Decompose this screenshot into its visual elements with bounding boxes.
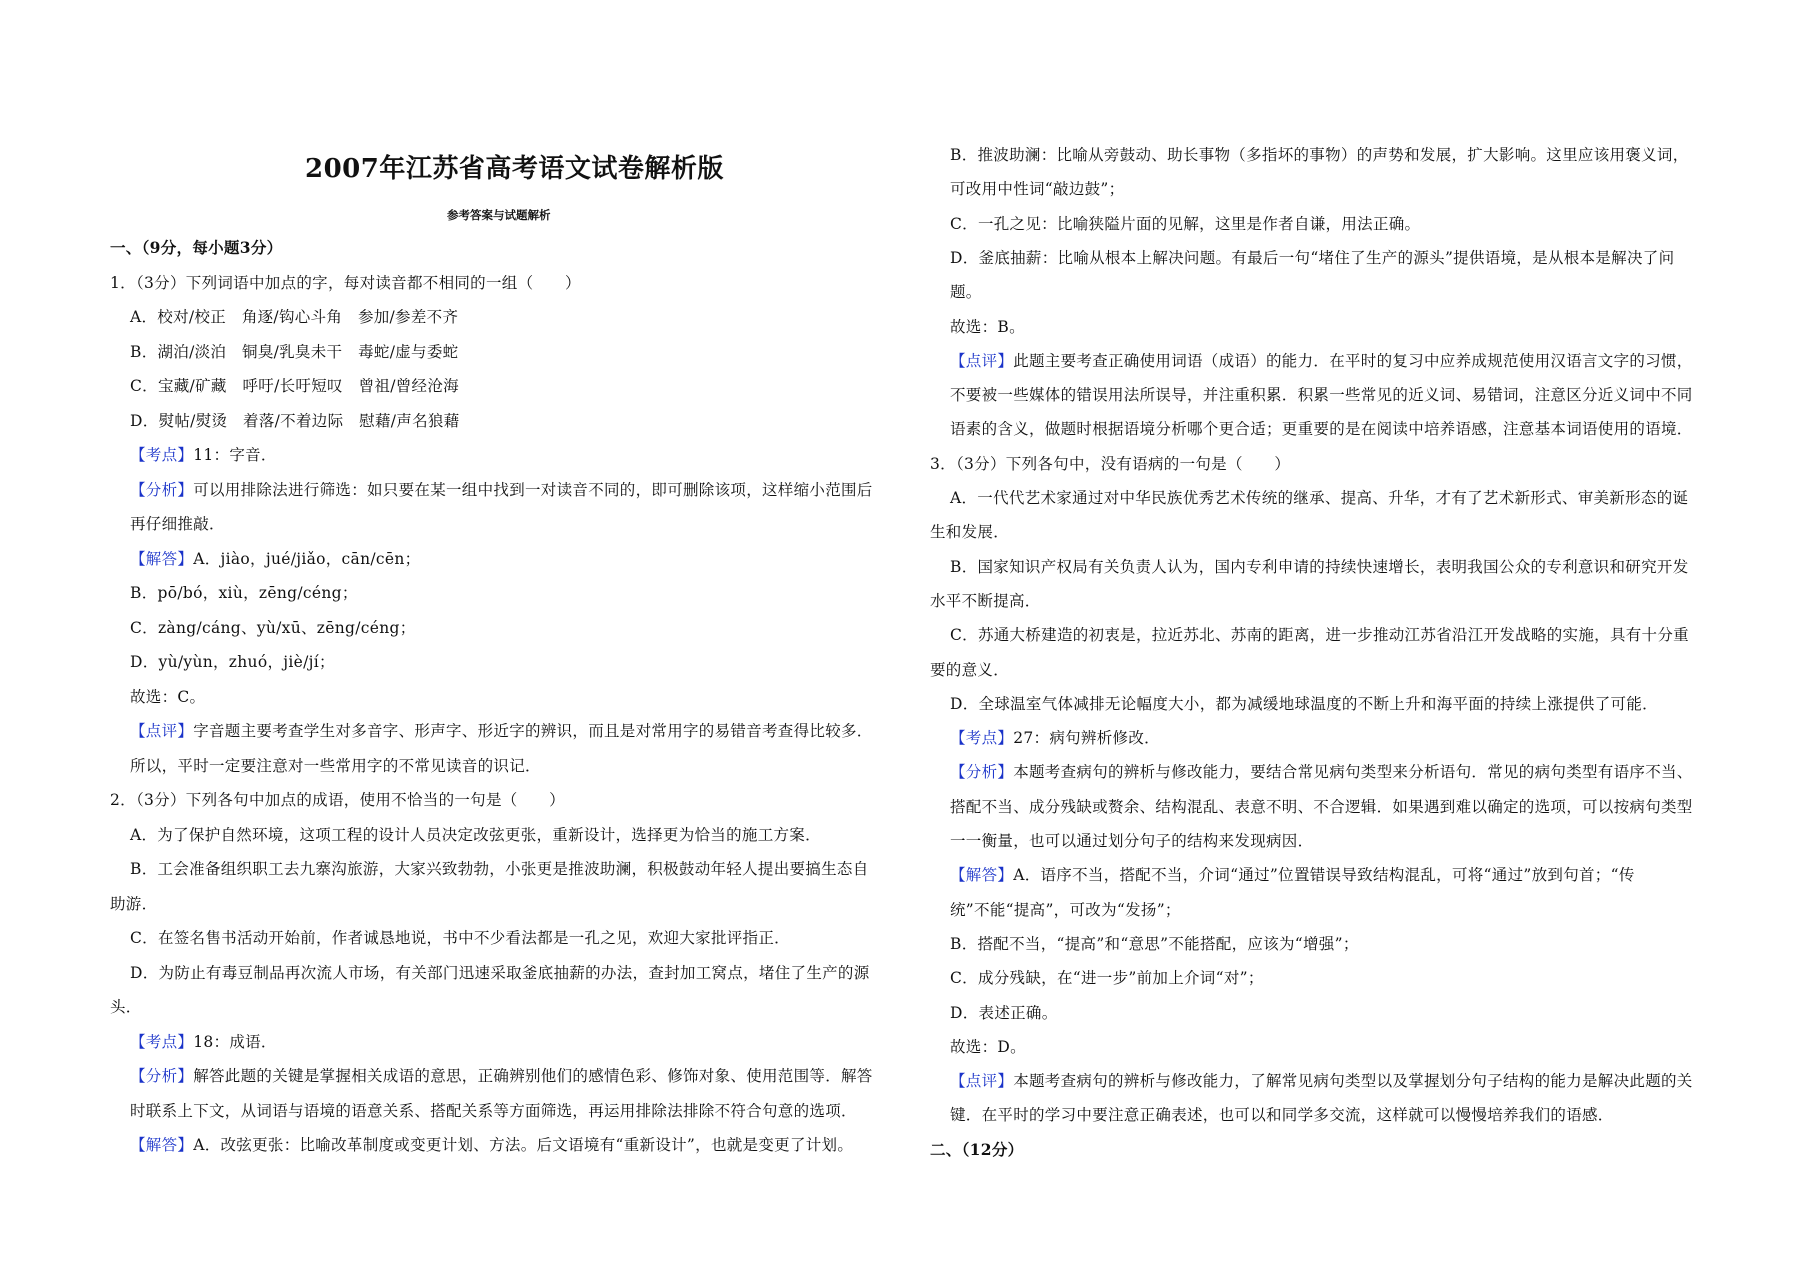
text-line: [130, 411, 460, 431]
line-text: D．全球温室气体减排无论幅度大小，都为减缓地球温度的不断上升和海平面的持续上涨提供了可能．: [950, 694, 1658, 713]
line-text: 时联系上下文，从词语与语境的语意关系、搭配关系等方面筛选，再运用排除法排除不符合句意的选项．: [130, 1101, 857, 1120]
text-line: [130, 859, 869, 879]
line-text: D．为防止有毒豆制品再次流人市场，有关部门迅速采取釜底抽薪的办法，查封加工窝点，堵住了生产的源: [130, 963, 870, 982]
annotation-tag: 【分析】: [130, 1067, 194, 1085]
line-text: 助游．: [110, 894, 158, 913]
line-text: C．一孔之见：比喻狭隘片面的见解，这里是作者自谦，用法正确。: [950, 214, 1421, 233]
line-text: 故选：D。: [950, 1037, 1026, 1056]
text-line: [950, 1003, 1058, 1023]
annotation-tag: 【考点】: [130, 446, 194, 464]
line-text: C．宝藏/矿藏 呼吁/长吁短叹 曾祖/曾经沧海: [130, 377, 459, 395]
line-text: 不要被一些媒体的错误用法所误导，并注重积累．积累一些常见的近义词、易错词，注意区分近义词中不同: [950, 386, 1693, 405]
line-text: 搭配不当、成分残缺或赘余、结构混乱、表意不明、不合逻辑．如果遇到难以确定的选项，可以按病句类型: [950, 797, 1693, 816]
text-line: [950, 317, 1025, 337]
text-line: [930, 522, 1009, 542]
text-line: [130, 307, 458, 327]
line-text: 一、（9分，每小题3分）: [110, 238, 283, 257]
line-text: 解答此题的关键是掌握相关成语的意思，正确辨别他们的感情色彩、修饰对象、使用范围等．解答: [193, 1067, 873, 1085]
line-text: A．为了保护自然环境，这项工程的设计人员决定改弦更张，重新设计，选择更为恰当的施工方案．: [130, 825, 821, 844]
line-text: 题。: [950, 283, 982, 302]
annotation-tag: 【考点】: [130, 1032, 194, 1051]
text-line: [950, 1071, 1693, 1091]
text-line: [130, 756, 541, 776]
line-text: 所以，平时一定要注意对一些常用字的不常见读音的识记．: [130, 756, 541, 775]
annotation-tag: 【点评】: [130, 722, 194, 740]
text-line: [950, 145, 1689, 165]
text-line: [130, 1101, 857, 1121]
text-line: [130, 480, 873, 500]
line-text: 二、（12分）: [930, 1139, 1024, 1159]
text-line: [950, 488, 1688, 508]
text-line: [950, 625, 1689, 645]
text-line: [950, 865, 1635, 885]
text-line: [950, 214, 1420, 234]
line-text: A．一代代艺术家通过对中华民族优秀艺术传统的继承、提高、升华，才有了艺术新形式、审美新形态的诞: [950, 489, 1689, 507]
line-text: A．语序不当，搭配不当，介词“通过”位置错误导致结构混乱，可将“通过”放到句首；“传: [1013, 866, 1635, 885]
text-line: [130, 549, 420, 569]
text-line: [950, 351, 1693, 371]
line-text: C．zàng/cáng、yù/xū、zēng/céng；: [130, 618, 416, 637]
document-title: 2007年江苏省高考语文试卷解析版: [305, 154, 724, 184]
line-text: 统”不能“提高”，可改为“发扬”；: [950, 900, 1181, 919]
line-text: 27：病句辨析修改．: [1013, 729, 1160, 748]
text-line: [950, 557, 1689, 577]
text-line: [130, 376, 459, 396]
line-text: D．表述正确。: [950, 1003, 1058, 1022]
line-text: 可改用中性词“敲边鼓”；: [950, 180, 1125, 199]
line-text: 此题主要考查正确使用词语（成语）的能力．在平时的复习中应养成规范使用汉语言文字的习惯，: [1013, 351, 1693, 370]
line-text: A．校对/校正 角逐/钩心斗角 参加/参差不齐: [130, 308, 459, 326]
line-text: B．工会准备组织职工去九寨沟旅游，大家兴致勃勃，小张更是推波助澜，积极鼓动年轻人提出要搞生态自: [130, 860, 869, 878]
line-text: B．pō/bó，xiù，zēng/céng；: [130, 584, 358, 602]
section-heading: [110, 238, 282, 258]
text-line: [130, 1032, 277, 1052]
annotation-tag: 【解答】: [130, 1136, 194, 1154]
document-subtitle: 参考答案与试题解析: [447, 208, 551, 222]
line-text: B．湖泊/淡泊 铜臭/乳臭未干 毒蛇/虚与委蛇: [130, 342, 459, 361]
section-heading: [930, 1140, 1023, 1160]
line-text: 故选：B。: [950, 317, 1025, 336]
text-line: [130, 721, 873, 741]
text-line: [950, 179, 1124, 199]
text-line: [130, 514, 225, 534]
line-text: 故选：C。: [130, 687, 206, 706]
line-text: D．釜底抽薪：比喻从根本上解决问题。有最后一句“堵住了生产的源头”提供语境，是从根本是解决了问: [950, 248, 1675, 267]
text-line: [130, 963, 870, 983]
annotation-tag: 【解答】: [130, 549, 194, 568]
line-text: D．yù/yùn，zhuó，jiè/jí；: [130, 653, 335, 671]
annotation-tag: 【解答】: [950, 866, 1014, 885]
annotation-tag: 【分析】: [950, 763, 1014, 782]
text-line: [950, 248, 1674, 268]
text-line: [130, 928, 790, 948]
line-text: 语素的含义，做题时根据语境分析哪个更合适；更重要的是在阅读中培养语感，注意基本词语使用的语境．: [950, 420, 1693, 439]
annotation-tag: 【点评】: [950, 351, 1014, 370]
line-text: 本题考查病句的辨析与修改能力，要结合常见病句类型来分析语句．常见的病句类型有语序不当、: [1013, 763, 1693, 782]
text-line: [930, 660, 1009, 680]
line-text: 可以用排除法进行筛选：如只要在某一组中找到一对读音不同的，即可删除该项，这样缩小范围后: [193, 480, 873, 499]
text-line: [950, 694, 1658, 714]
line-text: B．推波助澜：比喻从旁鼓动、助长事物（多指坏的事物）的声势和发展，扩大影响。这里应该用褒义词，: [950, 146, 1689, 164]
line-text: 键．在平时的学习中要注意正确表述，也可以和同学多交流，这样就可以慢慢培养我们的语感．: [950, 1106, 1614, 1125]
line-text: 再仔细推敲．: [130, 515, 225, 533]
text-line: [950, 831, 1313, 851]
text-line: [130, 687, 205, 707]
line-text: B．搭配不当，“提高”和“意思”不能搭配，应该为“增强”；: [950, 934, 1359, 953]
line-text: C．成分残缺，在“进一步”前加上介词“对”；: [950, 969, 1264, 988]
line-text: 生和发展．: [930, 523, 1010, 542]
text-line: [950, 282, 982, 302]
text-line: [950, 797, 1693, 817]
line-text: D．熨帖/熨烫 着落/不着边际 慰藉/声名狼藉: [130, 411, 460, 430]
annotation-tag: 【考点】: [950, 729, 1014, 748]
text-line: [930, 591, 1041, 611]
line-text: 1．（3分）下列词语中加点的字，每对读音都不相同的一组（ ）: [110, 273, 581, 292]
text-line: [930, 454, 1290, 474]
text-line: [130, 618, 416, 638]
line-text: C．苏通大桥建造的初衷是，拉近苏北、苏南的距离，进一步推动江苏省沿江开发战略的实施，具有十分重: [950, 626, 1689, 645]
text-line: [130, 652, 335, 672]
text-line: [130, 445, 277, 465]
text-line: [950, 419, 1693, 439]
line-text: 3．（3分）下列各句中，没有语病的一句是（ ）: [930, 454, 1291, 473]
text-line: [950, 968, 1264, 988]
text-line: [130, 342, 458, 362]
line-text: 18：成语．: [193, 1032, 277, 1051]
line-text: 水平不断提高．: [930, 591, 1041, 610]
line-text: B．国家知识产权局有关负责人认为，国内专利申请的持续快速增长，表明我国公众的专利意识和研究开发: [950, 557, 1689, 576]
annotation-tag: 【点评】: [950, 1072, 1014, 1091]
line-text: 本题考查病句的辨析与修改能力，了解常见病句类型以及掌握划分句子结构的能力是解决此题的关: [1013, 1072, 1693, 1091]
text-line: [950, 900, 1181, 920]
line-text: 要的意义．: [930, 660, 1010, 679]
text-line: [130, 1135, 853, 1155]
text-line: [130, 825, 821, 845]
text-line: [950, 1105, 1614, 1125]
line-text: A．jiào，jué/jiǎo，cān/cēn；: [193, 549, 421, 568]
text-line: [130, 1066, 873, 1086]
text-line: [950, 728, 1160, 748]
line-text: 11：字音．: [193, 446, 277, 464]
text-line: [110, 894, 157, 914]
text-line: [950, 385, 1693, 405]
text-line: [950, 762, 1693, 782]
annotation-tag: 【分析】: [130, 480, 194, 499]
text-line: [110, 790, 565, 810]
line-text: 头．: [110, 998, 142, 1016]
line-text: 字音题主要考查学生对多音字、形声字、形近字的辨识，而且是对常用字的易错音考查得比较多．: [193, 722, 873, 740]
text-line: [110, 997, 142, 1017]
line-text: A．改弦更张：比喻改革制度或变更计划、方法。后文语境有“重新设计”，也就是变更了计划。: [193, 1136, 854, 1154]
text-line: [110, 273, 581, 293]
line-text: C．在签名售书活动开始前，作者诚恳地说，书中不少看法都是一孔之见，欢迎大家批评指正．: [130, 929, 790, 947]
line-text: 一一衡量，也可以通过划分句子的结构来发现病因．: [950, 832, 1314, 850]
text-line: [130, 583, 358, 603]
text-line: [950, 1037, 1026, 1057]
line-text: 2．（3分）下列各句中加点的成语，使用不恰当的一句是（ ）: [110, 791, 565, 809]
text-line: [950, 934, 1359, 954]
